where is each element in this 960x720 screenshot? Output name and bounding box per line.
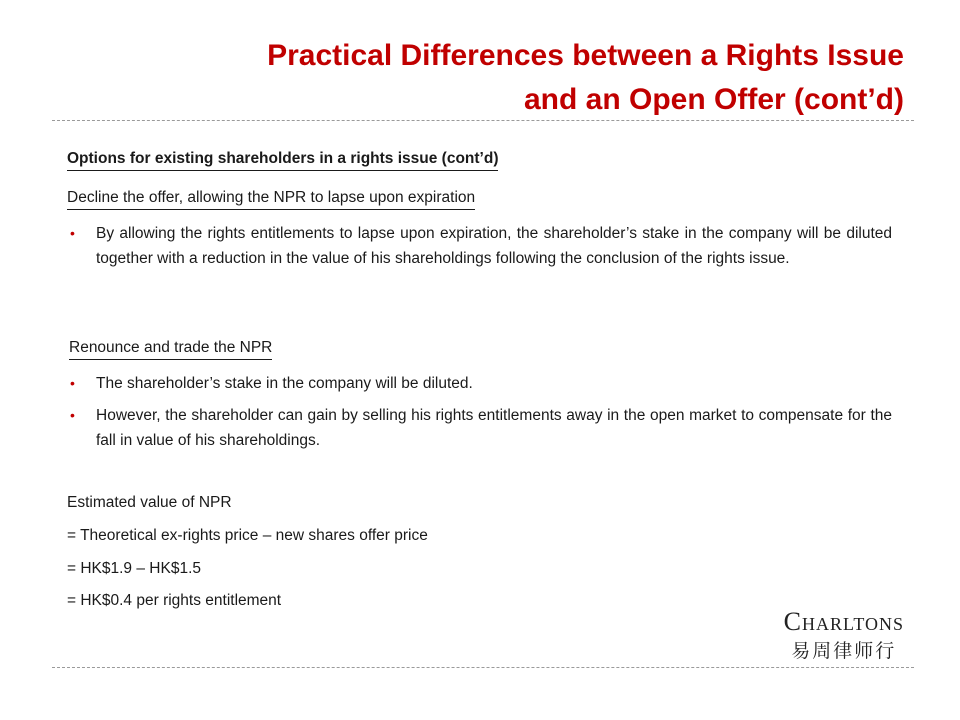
logo-chinese-text: 易周律师行 — [791, 640, 897, 662]
bullet-item — [70, 221, 892, 296]
option-renounce-heading: Renounce and trade the NPR — [69, 339, 272, 360]
option-decline-heading: Decline the offer, allowing the NPR to lapse upon expiration — [67, 189, 475, 210]
calculation-line-1: = Theoretical ex-rights price – new shares offer price — [67, 527, 428, 544]
bullet-item — [70, 403, 892, 453]
bullet-item — [70, 371, 892, 396]
logo-english-text: Charltons — [783, 607, 904, 636]
calculation-line-2: = HK$1.9 – HK$1.5 — [67, 560, 201, 577]
bullet-icon: • — [70, 375, 75, 391]
calculation-label: Estimated value of NPR — [67, 494, 232, 511]
calculation-line-3: = HK$0.4 per rights entitlement — [67, 592, 282, 609]
bottom-divider — [52, 667, 914, 668]
section-heading: Options for existing shareholders in a rights issue (cont’d) — [67, 150, 498, 171]
slide-title-line-2: and an Open Offer (cont’d) — [524, 83, 904, 116]
bullet-icon: • — [70, 225, 75, 241]
bullet-text: By allowing the rights entitlements to lapse upon expiration, the shareholder’s stake in the company will be diluted together with a reduction in the value of his shareholdings following the conclusion of the rights issue. — [96, 225, 892, 267]
bullet-text: However, the shareholder can gain by selling his rights entitlements away in the open market to compensate for the fall in value of his shareholdings. — [96, 407, 892, 449]
bullet-icon: • — [70, 407, 75, 423]
company-logo — [784, 608, 904, 664]
slide-title-line-1: Practical Differences between a Rights Issue — [267, 39, 904, 72]
bullet-text: The shareholder’s stake in the company will be diluted. — [96, 375, 473, 392]
